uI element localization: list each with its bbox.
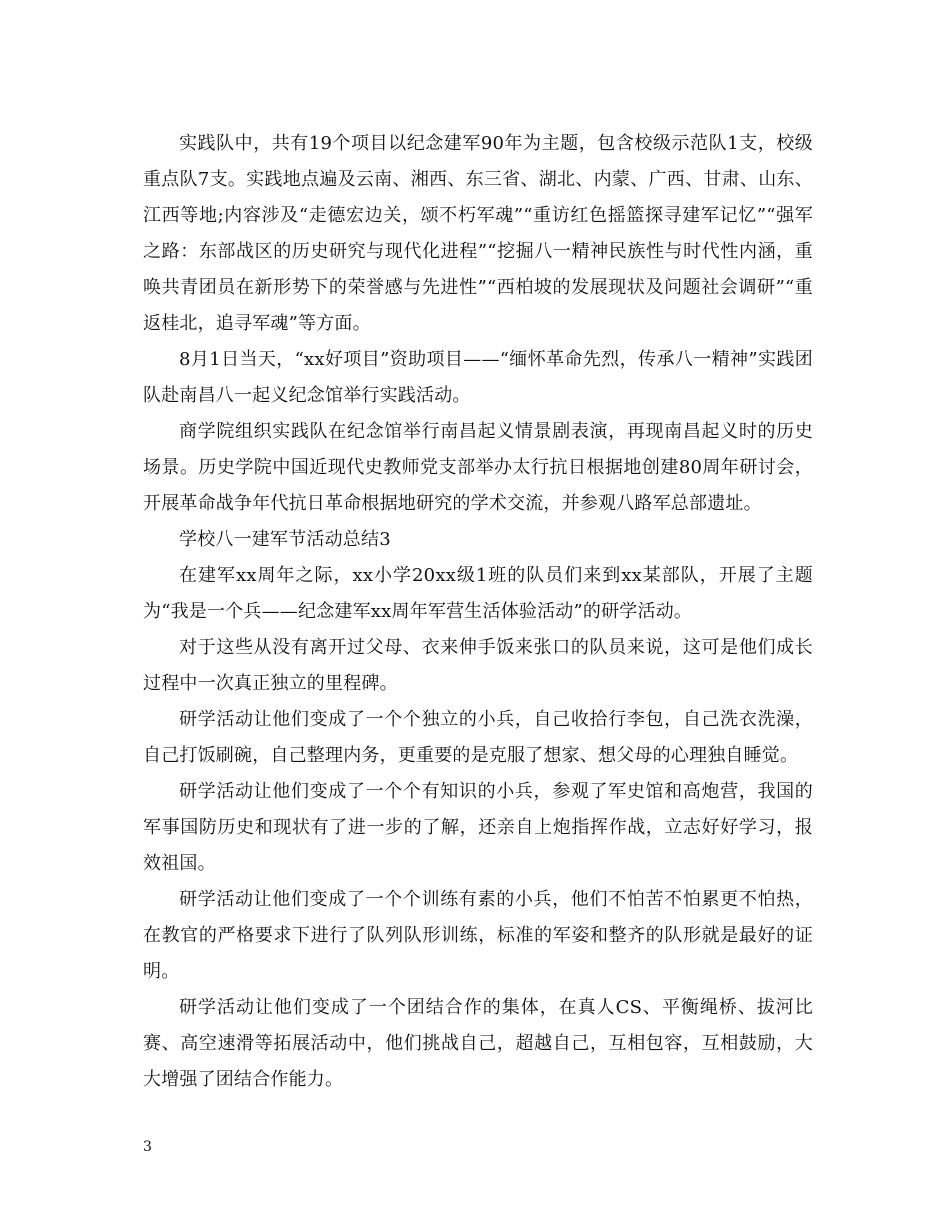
paragraph-teamwork: 研学活动让他们变成了一个团结合作的集体，在真人CS、平衡绳桥、拔河比赛、高空速滑等拓展活动中，他们挑战自己，超越自己，互相包容，互相鼓励，大大增强了团结合作能力。 <box>143 997 813 1090</box>
page-body <box>143 126 813 1098</box>
paragraph-training: 研学活动让他们变成了一个个训练有素的小兵，他们不怕苦不怕累更不怕热，在教官的严格要求下进行了队列队形训练，标准的军姿和整齐的队形就是最好的证明。 <box>143 889 813 982</box>
paragraph-practice-teams: 实践队中，共有19个项目以纪念建军90年为主题，包含校级示范队1支，校级重点队7支。实践地点遍及云南、湘西、东三省、湖北、内蒙、广西、甘肃、山东、江西等地;内容涉及“走德宏边关，颂不朽军魂”“重访红色摇篮探寻建军记忆”“强军之路：东部战区的历史研究与现代化进程”“挖掘八一精神民族性与时代性内涵，重唤共青团员在新形势下的荣誉感与先进性”“西柏坡的发展现状及问题社会调研”“重返桂北，追寻军魂”等方面。 <box>143 133 813 334</box>
paragraph-independent: 研学活动让他们变成了一个个独立的小兵，自己收拾行李包，自己洗衣洗澡，自己打饭刷碗，自己整理内务，更重要的是克服了想家、想父母的心理独自睡觉。 <box>143 709 813 766</box>
section-heading: 学校八一建军节活动总结3 <box>179 529 391 550</box>
paragraph-knowledge: 研学活动让他们变成了一个个有知识的小兵，参观了军史馆和高炮营，我国的军事国防历史和现状有了进一步的了解，还亲自上炮指挥作战，立志好好学习，报效祖国。 <box>143 781 813 874</box>
paragraph-milestone: 对于这些从没有离开过父母、衣来伸手饭来张口的队员来说，这可是他们成长过程中一次真正独立的里程碑。 <box>143 637 813 694</box>
paragraph-august-first: 8月1日当天，“xx好项目”资助项目——“缅怀革命先烈，传承八一精神”实践团队赴南昌八一起义纪念馆举行实践活动。 <box>143 349 813 406</box>
page-number: 3 <box>143 1139 152 1155</box>
paragraph-business-school: 商学院组织实践队在纪念馆举行南昌起义情景剧表演，再现南昌起义时的历史场景。历史学院中国近现代史教师党支部举办太行抗日根据地创建80周年研讨会，开展革命战争年代抗日革命根据地研究的学术交流，并参观八路军总部遗址。 <box>143 421 813 514</box>
paragraph-anniversary: 在建军xx周年之际，xx小学20xx级1班的队员们来到xx某部队，开展了主题为“我是一个兵——纪念建军xx周年军营生活体验活动”的研学活动。 <box>143 565 813 622</box>
